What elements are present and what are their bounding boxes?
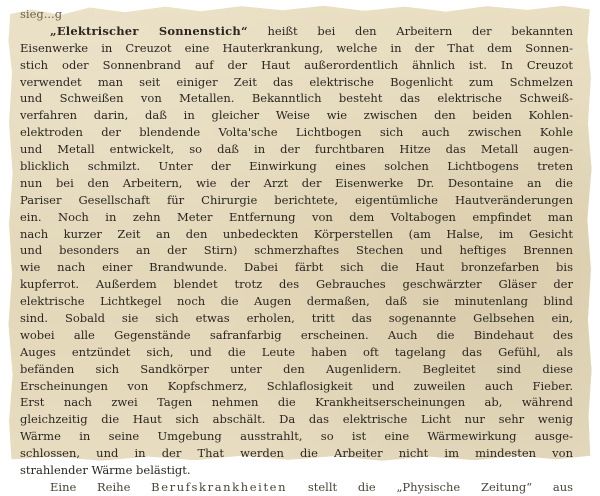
next-paragraph-fragment xyxy=(20,479,573,496)
article-line: und Schweißen von Metallen. Bekanntlich besteht das elektrische Schweiß- xyxy=(20,91,573,106)
article-line: befänden sich Sandkörper unter den Augenlidern. Begleitet sind diese xyxy=(20,361,573,376)
article-text xyxy=(20,6,573,496)
article-line: elektroden der blendende Volta'sche Lichtbogen sich auch zwischen Kohle xyxy=(20,125,573,140)
article-line: schlossen, und in der That werden die Arbeiter nicht im mindesten von xyxy=(20,446,573,461)
article-line: Wärme in seine Umgebung ausstrahlt, so ist eine Wärmewirkung ausge- xyxy=(20,429,573,444)
article-line: wie nach einer Brandwunde. Dabei färbt sich die Haut bronzefarben bis xyxy=(20,260,573,275)
article-first-line xyxy=(20,23,573,40)
article-line: Erscheinungen von Kopfschmerz, Schlaflosigkeit und zuweilen auch Fieber. xyxy=(20,378,573,393)
article-line: nun bei den Arbeitern, wie der Arzt der Eisenwerke Dr. Desontaine an die xyxy=(20,175,573,190)
article-line: wobei alle Gegenstände safranfarbig erscheinen. Auch die Bindehaut des xyxy=(20,327,573,342)
article-line: gleichzeitig die Haut sich abschält. Da das elektrische Licht nur sehr wenig xyxy=(20,412,573,427)
article-line: Erst nach zwei Tagen nehmen die Krankheitserscheinungen ab, während xyxy=(20,395,573,410)
article-line: Auges entzündet sich, und die Leute haben oft tagelang das Gefühl, als xyxy=(20,344,573,359)
article-line: nach kurzer Zeit an den unbedeckten Körperstellen (am Halse, im Gesicht xyxy=(20,226,573,241)
article-line: Eisenwerke in Creuzot eine Hauterkrankung, welche in der That dem Sonnen- xyxy=(20,40,573,55)
article-title: „Elektrischer Sonnenstich“ xyxy=(50,23,248,38)
next-paragraph-emphasis: Berufskrankheiten xyxy=(151,479,288,494)
article-line: und besonders an der Stirn) schmerzhaftes Stechen und heftiges Brennen xyxy=(20,243,573,258)
article-line-last: strahlender Wärme belästigt. xyxy=(20,463,191,478)
article-line: blicklich schmilzt. Unter der Einwirkung eines solchen Lichtbogens treten xyxy=(20,159,573,174)
article-line: und Metall entwickelt, so daß in der furchtbaren Hitze das Metall augen- xyxy=(20,142,573,157)
article-line: elektrische Lichtkegel noch die Augen dermaßen, daß sie minutenlang blind xyxy=(20,294,573,309)
article-line: verwendet man seit einiger Zeit das elektrische Bogenlicht zum Schmelzen xyxy=(20,74,573,89)
next-paragraph-rest: stellt die „Physische Zeitung“ aus xyxy=(287,479,573,494)
article-line: kupferrot. Außerdem blendet trotz des Gebrauches geschwärzter Gläser der xyxy=(20,277,573,292)
next-paragraph-start: Eine Reihe xyxy=(50,479,131,494)
article-line: ein. Noch in zehn Meter Entfernung von dem Voltabogen empfindet man xyxy=(20,209,573,224)
article-line: sind. Sobald sie sich etwas erholen, tritt das sogenannte Gelbsehen ein, xyxy=(20,311,573,326)
article-line-1: heißt bei den Arbeitern der bekannten xyxy=(247,23,573,38)
article-line: verfahren darin, daß in gleicher Weise wie zwischen den beiden Kohlen- xyxy=(20,108,573,123)
article-line: Pariser Gesellschaft für Chirurgie berichtete, eigentümliche Hautveränderungen xyxy=(20,192,573,207)
article-line: stich oder Sonnenbrand auf der Haut außerordentlich ähnlich ist. In Creuzot xyxy=(20,57,573,72)
article-fragment-top: sieg...g xyxy=(20,7,63,21)
